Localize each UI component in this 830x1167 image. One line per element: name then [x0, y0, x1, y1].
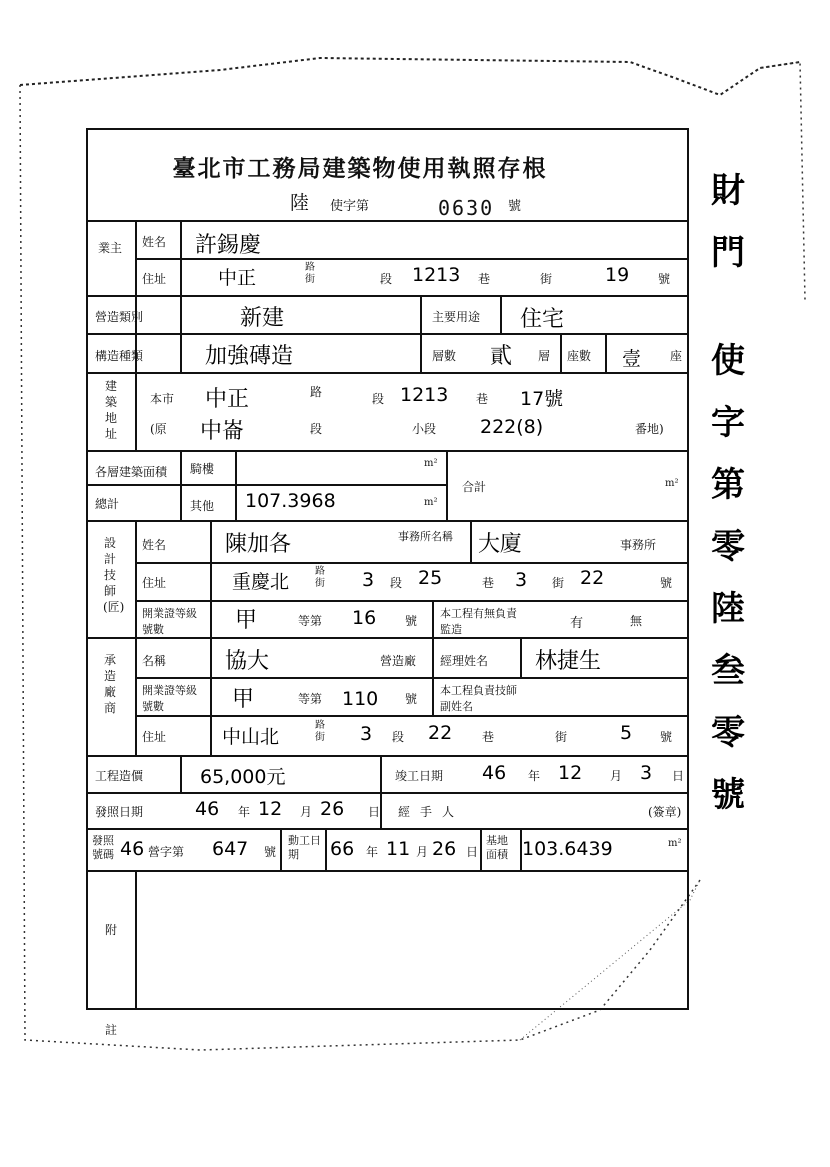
col-line: [500, 295, 502, 333]
contractor-road-label: 路 街: [315, 720, 325, 743]
start-day-label: 日: [466, 845, 479, 859]
supervisor-none: 無: [630, 614, 643, 628]
designer-lane-value: 25: [418, 567, 443, 589]
col-line: [135, 372, 137, 450]
col-line: [420, 295, 422, 372]
issue-month-value: 12: [258, 798, 283, 820]
owner-lane-value: 1213: [412, 264, 461, 286]
row-line: [86, 637, 689, 639]
issue-year-label: 年: [238, 805, 251, 819]
completion-month-label: 月: [610, 769, 623, 783]
buildings-value: 壹: [622, 348, 642, 370]
site-subsection-label: 小段: [412, 422, 437, 436]
contractor-name-label: 名稱: [142, 654, 167, 668]
start-year-value: 66: [330, 838, 355, 860]
designer-grade-no-value: 16: [352, 607, 377, 629]
site-road-value: 中正: [205, 387, 250, 412]
issue-day-value: 26: [320, 798, 345, 820]
contractor-section-value: 3: [360, 723, 373, 745]
owner-section-label: 段: [380, 272, 393, 286]
col-line: [432, 600, 434, 637]
contractor-no-label: 號: [660, 730, 673, 744]
contractor-label: 承造廠商: [103, 653, 116, 715]
seal-label: (簽章): [648, 805, 682, 819]
designer-section-label: 段: [390, 576, 403, 590]
start-month-value: 11: [386, 838, 411, 860]
issue-year-value: 46: [195, 798, 220, 820]
owner-road-label: 路 街: [305, 262, 315, 285]
total-area-unit: m²: [665, 478, 679, 489]
margin-stamp-top-2: 門: [711, 233, 745, 273]
floors-unit: 層: [538, 349, 551, 363]
col-line: [180, 295, 182, 372]
main-use-value: 住宅: [520, 307, 565, 332]
col-line: [380, 755, 382, 792]
designer-grade-value: 甲: [235, 608, 258, 633]
owner-address-label: 住址: [142, 272, 167, 286]
col-line: [235, 450, 237, 520]
site-orig-district-value: 中崙: [200, 419, 245, 444]
handler-label: 經手人: [398, 805, 465, 819]
row-line: [86, 220, 689, 222]
manager-value: 林捷生: [535, 649, 602, 674]
contractor-lane-label: 巷: [482, 730, 495, 744]
contractor-no-value: 5: [620, 722, 633, 744]
col-line: [135, 870, 137, 1010]
site-original-label: (原: [150, 422, 167, 436]
permit-no-value: 647: [212, 838, 249, 860]
completion-year-value: 46: [482, 762, 507, 784]
site-orig-lot-value: 222(8): [480, 416, 544, 438]
total-area-label: 合計: [462, 480, 487, 494]
main-use-label: 主要用途: [432, 310, 481, 324]
floor-area-label: 各層建築面積總計: [95, 465, 168, 511]
col-line: [560, 333, 562, 372]
site-district-label: 段: [310, 422, 323, 436]
contractor-grade-value: 甲: [232, 687, 255, 712]
col-line: [135, 520, 137, 755]
designer-grade-label: 等第: [298, 614, 323, 628]
others-label: 其他: [190, 499, 215, 513]
builder-label: 營造廠: [380, 654, 417, 668]
permit-no-label: 發照號碼: [92, 834, 114, 861]
owner-label: 業主: [97, 241, 122, 255]
margin-stamp: 使字第零陸叁零號: [711, 341, 745, 815]
floors-label: 層數: [432, 349, 457, 363]
site-section-label: 段: [372, 392, 385, 406]
start-date-label: 動工日期: [288, 834, 321, 861]
row-line: [86, 295, 689, 297]
designer-grade-suffix: 號: [405, 614, 418, 628]
row-line: [86, 755, 689, 757]
row-line: [135, 600, 689, 602]
contractor-section-label: 段: [392, 730, 405, 744]
issue-date-label: 發照日期: [95, 805, 144, 819]
cost-label: 工程造價: [95, 769, 144, 783]
row-line: [86, 372, 689, 374]
designer-no-value: 22: [580, 567, 605, 589]
designer-section-value: 3: [362, 569, 375, 591]
contractor-address-label: 住址: [142, 730, 167, 744]
start-year-label: 年: [366, 845, 379, 859]
col-line: [605, 333, 607, 372]
permit-prefix-handwritten: 陸: [290, 192, 310, 214]
row-line: [86, 450, 689, 452]
owner-alley-label: 街: [540, 272, 553, 286]
col-line: [210, 520, 212, 755]
floors-value: 貳: [490, 344, 513, 369]
row-line: [86, 828, 689, 830]
col-line: [470, 520, 472, 562]
buildings-label: 座數: [567, 349, 592, 363]
others-area-value: 107.3968: [245, 490, 336, 512]
owner-no-label: 號: [658, 272, 671, 286]
row-line: [135, 562, 689, 564]
supervisor-label: 本工程有無負責監造: [440, 607, 517, 636]
arcade-label: 騎樓: [190, 462, 215, 476]
col-line: [180, 450, 182, 520]
row-line: [135, 715, 689, 717]
site-lot-label: 番地): [635, 422, 664, 436]
completion-day-label: 日: [672, 769, 685, 783]
site-area-unit: m²: [668, 838, 682, 849]
structure-type-label: 構造種類: [95, 349, 144, 363]
designer-label: 設計技師(匠): [103, 536, 125, 614]
col-line: [180, 755, 182, 792]
designer-lane-label: 巷: [482, 576, 495, 590]
start-month-label: 月: [416, 845, 429, 859]
completion-date-label: 竣工日期: [395, 769, 444, 783]
technician-label: 本工程負責技師副姓名: [440, 684, 517, 713]
site-city-label: 本市: [150, 392, 175, 406]
col-line: [446, 450, 448, 520]
site-road-label: 路: [310, 385, 323, 399]
permit-number-suffix: 號: [508, 199, 522, 214]
completion-year-label: 年: [528, 769, 541, 783]
owner-lane-label: 巷: [478, 272, 491, 286]
designer-no-label: 號: [660, 576, 673, 590]
site-area-label: 基地面積: [486, 834, 508, 861]
row-line: [86, 870, 689, 872]
col-line: [380, 792, 382, 828]
designer-road-label: 路 街: [315, 566, 325, 589]
designer-address-label: 住址: [142, 576, 167, 590]
contractor-road-value: 中山北: [222, 726, 280, 748]
others-unit: m²: [424, 497, 438, 508]
contractor-license-label: 開業證等級號數: [142, 684, 197, 713]
row-line: [86, 792, 689, 794]
office-label: 事務所: [620, 538, 657, 552]
contractor-grade-no-value: 110: [342, 688, 379, 710]
completion-month-value: 12: [558, 762, 583, 784]
col-line: [180, 220, 182, 295]
designer-license-label: 開業證等級號數: [142, 607, 197, 636]
contractor-lane-value: 22: [428, 722, 453, 744]
office-name-label: 事務所名稱: [398, 530, 453, 543]
issue-day-label: 日: [368, 805, 381, 819]
col-line: [280, 828, 282, 870]
designer-alley-value: 3: [515, 569, 528, 591]
owner-name-label: 姓名: [142, 235, 167, 249]
issue-month-label: 月: [300, 805, 313, 819]
construction-type-value: 新建: [240, 306, 285, 331]
office-name-value: 大廈: [478, 532, 523, 557]
contractor-name-value: 協大: [225, 649, 270, 674]
row-line: [135, 677, 689, 679]
supervisor-mark: 有: [570, 616, 584, 631]
designer-name-label: 姓名: [142, 538, 167, 552]
owner-no-value: 19: [605, 264, 630, 286]
site-no-value: 17號: [520, 388, 564, 410]
form-title: 臺北市工務局建築物使用執照存根: [172, 155, 548, 182]
contractor-alley-label: 街: [555, 730, 568, 744]
site-label: 建築地址: [104, 379, 117, 441]
start-day-value: 26: [432, 838, 457, 860]
construction-type-label: 營造類別: [95, 310, 144, 324]
build-permit-label: 營字第: [148, 845, 185, 859]
cost-value: 65,000元: [200, 766, 286, 788]
contractor-grade-label: 等第: [298, 692, 323, 706]
contractor-grade-suffix: 號: [405, 692, 418, 706]
site-lane-value: 1213: [400, 384, 449, 406]
col-line: [480, 828, 482, 870]
site-area-value: 103.6439: [522, 838, 613, 860]
col-line: [520, 637, 522, 677]
designer-name-value: 陳加各: [225, 532, 292, 557]
arcade-unit: m²: [424, 458, 438, 469]
row-line: [86, 333, 689, 335]
permit-number: 0630: [438, 196, 495, 220]
completion-day-value: 3: [640, 762, 653, 784]
col-line: [432, 637, 434, 715]
designer-alley-label: 街: [552, 576, 565, 590]
site-lane-label: 巷: [476, 392, 489, 406]
remarks-label: 附註: [104, 923, 117, 1037]
buildings-unit: 座: [670, 349, 683, 363]
permit-year-value: 46: [120, 838, 145, 860]
designer-road-value: 重慶北: [232, 571, 290, 593]
row-line: [86, 520, 689, 522]
col-line: [325, 828, 327, 870]
structure-type-value: 加強磚造: [205, 344, 294, 369]
permit-prefix: 使字第: [330, 199, 370, 214]
owner-name-value: 許錫慶: [195, 233, 262, 258]
margin-stamp-top: 財: [711, 171, 745, 211]
manager-label: 經理姓名: [440, 654, 489, 668]
owner-road-value: 中正: [218, 267, 257, 289]
permit-no-suffix: 號: [264, 845, 277, 859]
